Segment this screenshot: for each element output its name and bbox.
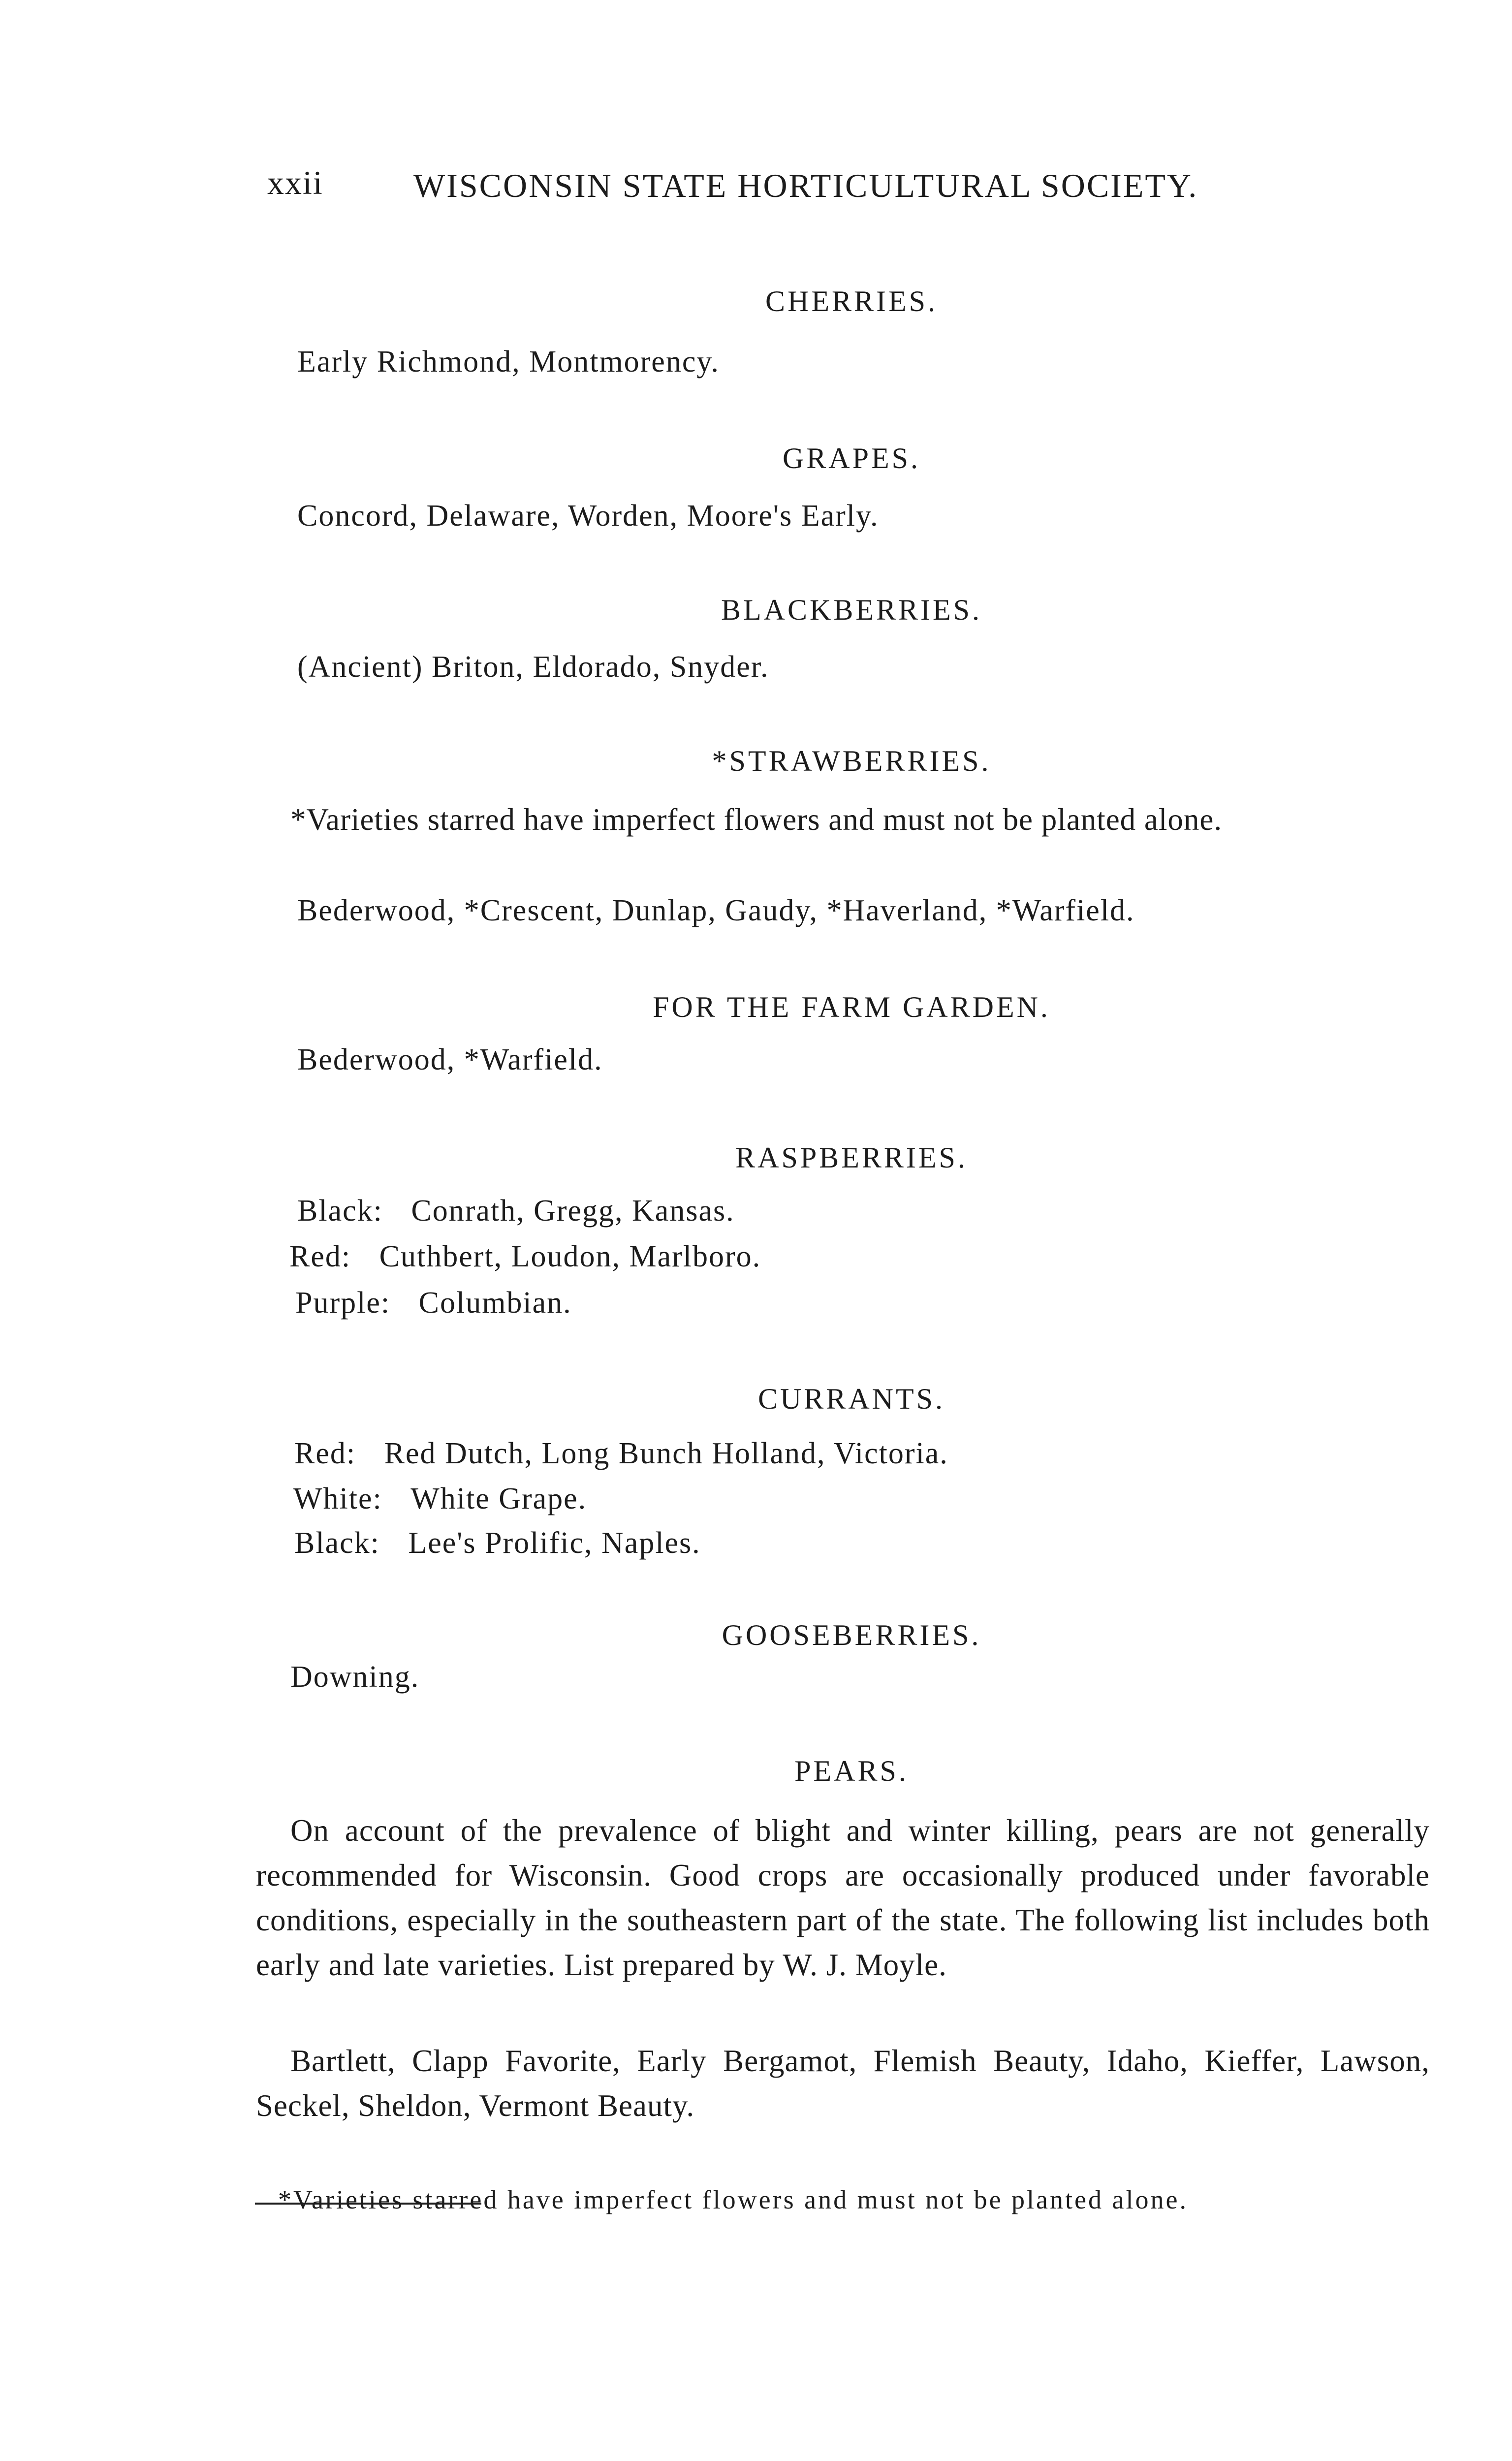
- currants-row-value: White Grape.: [410, 1482, 587, 1515]
- farm-garden-varieties: Bederwood, *Warfield.: [297, 1043, 603, 1076]
- section-heading-farm-garden: FOR THE FARM GARDEN.: [653, 991, 1050, 1023]
- cherries-varieties: Early Richmond, Montmorency.: [297, 345, 720, 379]
- section-heading-blackberries: BLACKBERRIES.: [721, 594, 982, 626]
- currants-row-value: Lee's Prolific, Naples.: [408, 1526, 701, 1560]
- pears-paragraph: On account of the prevalence of blight and winter killing, pears are not generally recommended for Wisconsin. Good crops are occasionally produced under favorable conditions, especially in the southeastern part of the state. The following list includes both early and late varieties. List prepared by W. J. Moyle.: [256, 1813, 1430, 1982]
- raspberries-row: [289, 1239, 761, 1274]
- grapes-varieties: Concord, Delaware, Worden, Moore's Early.: [297, 499, 879, 533]
- section-heading-cherries: CHERRIES.: [765, 285, 938, 317]
- raspberries-row-value: Conrath, Gregg, Kansas.: [411, 1194, 735, 1228]
- section-heading-gooseberries: GOOSEBERRIES.: [722, 1619, 981, 1651]
- pears-varieties: Bartlett, Clapp Favorite, Early Bergamot, Flemish Beauty, Idaho, Kieffer, Lawson, Seckel, Sheldon, Vermont Beauty.: [256, 2044, 1430, 2123]
- section-heading-raspberries: RASPBERRIES.: [735, 1141, 968, 1174]
- currants-row: [294, 1436, 948, 1471]
- currants-row: [293, 1482, 587, 1516]
- running-header-title: WISCONSIN STATE HORTICULTURAL SOCIETY.: [413, 167, 1198, 204]
- page-number: xxii: [267, 164, 323, 201]
- raspberries-row: [297, 1194, 735, 1229]
- currants-row: [294, 1526, 701, 1561]
- section-heading-pears: PEARS.: [794, 1755, 909, 1787]
- currants-row-label: Black:: [294, 1526, 380, 1560]
- section-heading-strawberries: *STRAWBERRIES.: [712, 745, 991, 777]
- raspberries-row-label: Purple:: [295, 1286, 391, 1320]
- footnote: *Varieties starred have imperfect flowers and must not be planted alone.: [278, 2185, 1188, 2214]
- raspberries-row-value: Cuthbert, Loudon, Marlboro.: [379, 1240, 761, 1273]
- raspberries-row-value: Columbian.: [418, 1286, 572, 1320]
- strawberries-varieties: Bederwood, *Crescent, Dunlap, Gaudy, *Haverland, *Warfield.: [297, 894, 1135, 927]
- blackberries-varieties: (Ancient) Briton, Eldorado, Snyder.: [297, 650, 769, 684]
- currants-row-label: Red:: [294, 1437, 356, 1470]
- raspberries-row-label: Red:: [289, 1240, 351, 1273]
- currants-row-value: Red Dutch, Long Bunch Holland, Victoria.: [384, 1437, 948, 1470]
- gooseberries-varieties: Downing.: [290, 1660, 420, 1694]
- raspberries-row-label: Black:: [297, 1194, 383, 1228]
- section-heading-grapes: GRAPES.: [782, 442, 921, 474]
- strawberries-note: *Varieties starred have imperfect flowers and must not be planted alone.: [290, 802, 1223, 837]
- section-heading-currants: CURRANTS.: [757, 1383, 945, 1415]
- raspberries-row: [295, 1286, 572, 1321]
- currants-row-label: White:: [293, 1482, 382, 1515]
